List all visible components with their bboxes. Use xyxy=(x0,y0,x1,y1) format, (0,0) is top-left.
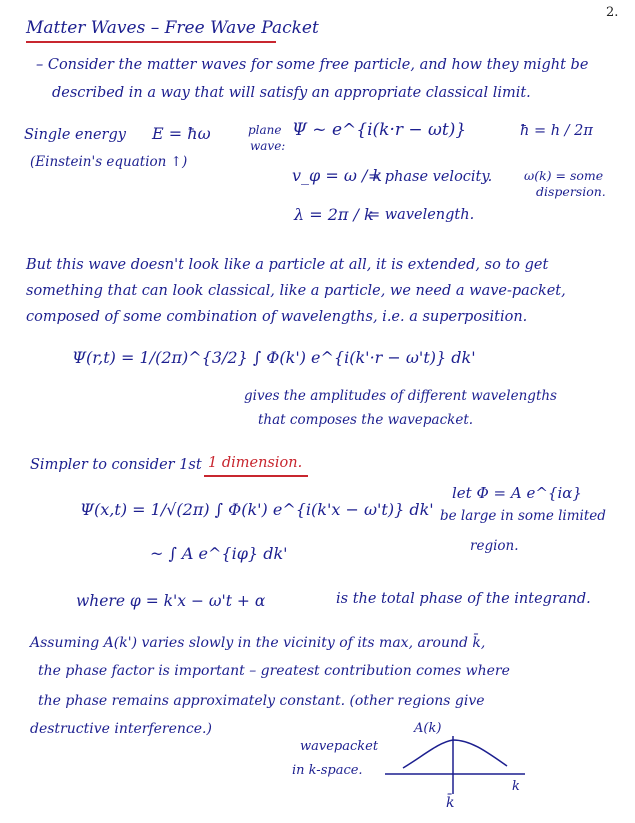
amplitude-note-2: that composes the wavepacket. xyxy=(258,412,474,428)
graph-ylabel: A(k) xyxy=(414,721,442,736)
assuming-line-1: Assuming A(k') varies slowly in the vicinity of its max, around k̄, xyxy=(30,635,486,651)
one-dim-underline xyxy=(204,475,308,477)
wavelength-equation: λ = 2π / k xyxy=(294,205,374,224)
one-dim-highlight: 1 dimension. xyxy=(208,455,303,471)
amplitude-curve xyxy=(403,740,507,768)
assuming-line-3: the phase remains approximately constant. (other regions give xyxy=(38,693,485,709)
plane-wave-label-1: plane xyxy=(248,123,282,137)
graph-xlabel: k xyxy=(512,779,520,794)
approx-integral: ~ ∫ A e^{iφ} dk' xyxy=(150,544,288,563)
packet-line-3: composed of some combination of wavelengths, i.e. a superposition. xyxy=(26,309,528,325)
graph-caption-1: wavepacket xyxy=(300,739,379,754)
amplitude-note-1: gives the amplitudes of different wavelengths xyxy=(244,388,557,404)
einstein-note: (Einstein's equation ↑) xyxy=(30,154,188,170)
let-phi-1: let Φ = A e^{iα} xyxy=(452,484,582,502)
graph-peak-label: k̄ xyxy=(446,795,455,811)
let-phi-2: be large in some limited xyxy=(440,508,606,524)
dispersion-line-1: ω(k) = some xyxy=(524,168,604,183)
wave-packet-1d-equation: Ψ(x,t) = 1/√(2π) ∫ Φ(k') e^{i(k'x − ω't)} dk' xyxy=(80,500,434,519)
one-dim-lead: Simpler to consider 1st xyxy=(30,457,202,473)
wavelength-text: = wavelength. xyxy=(368,207,475,223)
assuming-line-4: destructive interference.) xyxy=(30,721,212,737)
phase-velocity-text: = phase velocity. xyxy=(368,169,493,185)
energy-equation: E = ħω xyxy=(152,124,211,143)
phase-velocity-equation: v_φ = ω / k xyxy=(292,166,383,185)
hbar-definition: ħ = h / 2π xyxy=(520,123,593,139)
intro-line-1: – Consider the matter waves for some free particle, and how they might be xyxy=(36,57,589,73)
page-number: 2. xyxy=(606,5,619,20)
plane-wave-equation: Ψ ~ e^{i(k·r − ωt)} xyxy=(292,120,467,140)
intro-line-2: described in a way that will satisfy an appropriate classical limit. xyxy=(52,85,531,101)
where-equation: where φ = k'x − ω't + α xyxy=(76,592,266,610)
wave-packet-3d-equation: Ψ(r,t) = 1/(2π)^{3/2} ∫ Φ(k') e^{i(k'·r − ω't)} dk' xyxy=(72,348,476,367)
graph-caption-2: in k-space. xyxy=(292,763,363,778)
where-note: is the total phase of the integrand. xyxy=(336,591,591,607)
packet-line-1: But this wave doesn't look like a particle at all, it is extended, so to get xyxy=(26,257,549,273)
dispersion-line-2: dispersion. xyxy=(536,184,606,199)
packet-line-2: something that can look classical, like a particle, we need a wave-packet, xyxy=(26,283,566,299)
title-underline xyxy=(26,41,276,43)
let-phi-3: region. xyxy=(470,538,519,554)
page-title: Matter Waves – Free Wave Packet xyxy=(26,18,319,38)
assuming-line-2: the phase factor is important – greatest contribution comes where xyxy=(38,663,510,679)
amplitude-graph xyxy=(375,718,535,818)
single-energy-label: Single energy xyxy=(24,127,126,143)
plane-wave-label-2: wave: xyxy=(250,139,286,153)
